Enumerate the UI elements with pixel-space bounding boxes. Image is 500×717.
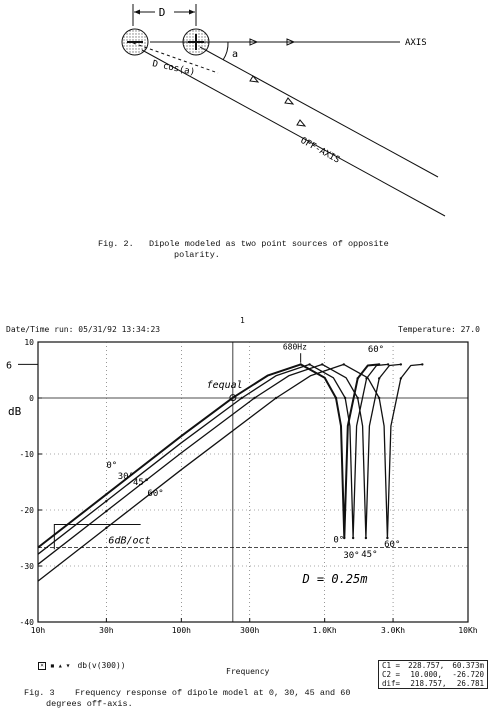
- legend-box-icon: ×: [38, 662, 46, 670]
- off-axis-arrow-3: [297, 120, 305, 126]
- dif-y: 26.781: [456, 679, 484, 688]
- six-db-label: 6: [6, 360, 13, 372]
- figure2-caption-line2: polarity.: [174, 250, 220, 260]
- angle-arc: [223, 42, 228, 60]
- x-axis-label: Frequency: [226, 667, 270, 676]
- x-tick-label: 3.0Kh: [381, 626, 406, 635]
- temperature: Temperature: 27.0: [398, 325, 480, 334]
- series-point-0: [299, 363, 301, 365]
- figure3-caption-line2: degrees off-axis.: [46, 699, 133, 709]
- series-point-3: [386, 537, 388, 539]
- axis-label: AXIS: [405, 38, 427, 48]
- figure2-caption-line1: Fig. 2. Dipole modeled as two point sources of opposite: [98, 239, 389, 249]
- off-axis-label: OFF-AXIS: [298, 135, 342, 166]
- dip-30-label: 30°: [343, 551, 360, 562]
- chart-ticks: [8, 338, 478, 635]
- cursor-readout: [378, 660, 488, 689]
- c2-label: C2 =: [382, 670, 401, 679]
- series-point-0: [105, 493, 107, 495]
- legend-markers-icon: ▪▴▾: [50, 661, 74, 670]
- series-point-2: [321, 363, 323, 365]
- x-tick-label: 1.0Kh: [312, 626, 337, 635]
- series-point-0: [335, 397, 337, 399]
- y-tick-label: -40: [19, 618, 34, 627]
- dif-label: dif=: [382, 679, 401, 688]
- x-tick-label: 30h: [99, 626, 114, 635]
- dip-0-label: 0°: [333, 535, 345, 546]
- y-tick-label: 0: [29, 394, 34, 403]
- series-point-1: [241, 397, 243, 399]
- series-point-2: [253, 397, 255, 399]
- cursor-c1-row: [379, 661, 487, 670]
- x-tick-label: 300h: [240, 626, 260, 635]
- series-point-2: [400, 363, 402, 365]
- x-tick-label: 100h: [171, 626, 191, 635]
- series-line-1: [38, 364, 388, 554]
- dif-x: 218.757,: [410, 679, 447, 688]
- date-time-run: Date/Time run: 05/31/92 13:34:23: [6, 325, 161, 334]
- c1-y: 60.373m: [452, 661, 484, 670]
- figure3-caption-line1: Fig. 3 Frequency response of dipole model at 0, 30, 45 and 60: [24, 688, 351, 698]
- series-point-3: [400, 377, 402, 379]
- d-arrow-left: [134, 10, 140, 15]
- c2-x: 10.000,: [410, 670, 443, 679]
- slope-label: 6dB/oct: [108, 535, 151, 547]
- dipole-size-label: D = 0.25m: [302, 571, 368, 586]
- dip-60-label: 60°: [384, 539, 401, 550]
- c1-x: 228.757,: [408, 661, 445, 670]
- series-point-3: [343, 363, 345, 365]
- label-45-deg: 45°: [132, 477, 150, 488]
- series-point-1: [352, 537, 354, 539]
- series-point-2: [378, 377, 380, 379]
- series-point-0: [232, 396, 234, 398]
- dcos-label: D cos(a): [151, 59, 196, 78]
- figure2-caption: [98, 239, 478, 261]
- c1-label: C1 =: [382, 661, 401, 670]
- d-arrow-right: [189, 10, 195, 15]
- series-point-1: [105, 500, 107, 502]
- y-tick-label: 10: [24, 338, 34, 347]
- trace-label: db(v(300)): [77, 661, 126, 670]
- off-axis-arrow-1: [250, 76, 258, 82]
- series-point-1: [308, 363, 310, 365]
- frequency-response-chart: [0, 330, 500, 655]
- series-point-3: [378, 397, 380, 399]
- series-point-3: [275, 397, 277, 399]
- series-point-2: [105, 510, 107, 512]
- series-point-3: [105, 527, 107, 529]
- f680-label: 680Hz: [282, 342, 307, 352]
- figure3-caption: [24, 688, 404, 710]
- label-30-deg: 30°: [117, 472, 135, 483]
- trace-legend: [38, 661, 126, 670]
- y-axis-label: dB: [8, 404, 22, 418]
- angle-label: a: [232, 49, 239, 60]
- series-point-2: [365, 537, 367, 539]
- x-tick-label: 10Kh: [458, 626, 478, 635]
- series-point-3: [421, 363, 423, 365]
- c2-y: -26.720: [452, 670, 484, 679]
- cursor-dif-row: [379, 679, 487, 688]
- series-point-0: [356, 377, 358, 379]
- x-tick-label: 10h: [30, 626, 46, 635]
- series-line-0: [38, 364, 379, 547]
- dipole-diagram: [0, 0, 500, 250]
- d-label: D: [158, 6, 166, 19]
- cursor-c2-row: [379, 670, 487, 679]
- dip-45-label: 45°: [361, 550, 378, 561]
- y-tick-label: -30: [19, 562, 34, 571]
- series-point-2: [356, 397, 358, 399]
- series-point-1: [344, 397, 346, 399]
- label-0-deg: 0°: [106, 461, 118, 471]
- off-axis-arrow-2: [285, 98, 293, 104]
- peak-60-label: 60°: [367, 345, 385, 356]
- y-tick-label: -10: [19, 450, 34, 459]
- off-axis-line-2: [200, 47, 438, 177]
- label-60-deg: 60°: [147, 489, 164, 499]
- fequal-label: fequal: [206, 379, 243, 391]
- page-number: 1: [240, 316, 245, 325]
- y-tick-label: -20: [19, 506, 34, 515]
